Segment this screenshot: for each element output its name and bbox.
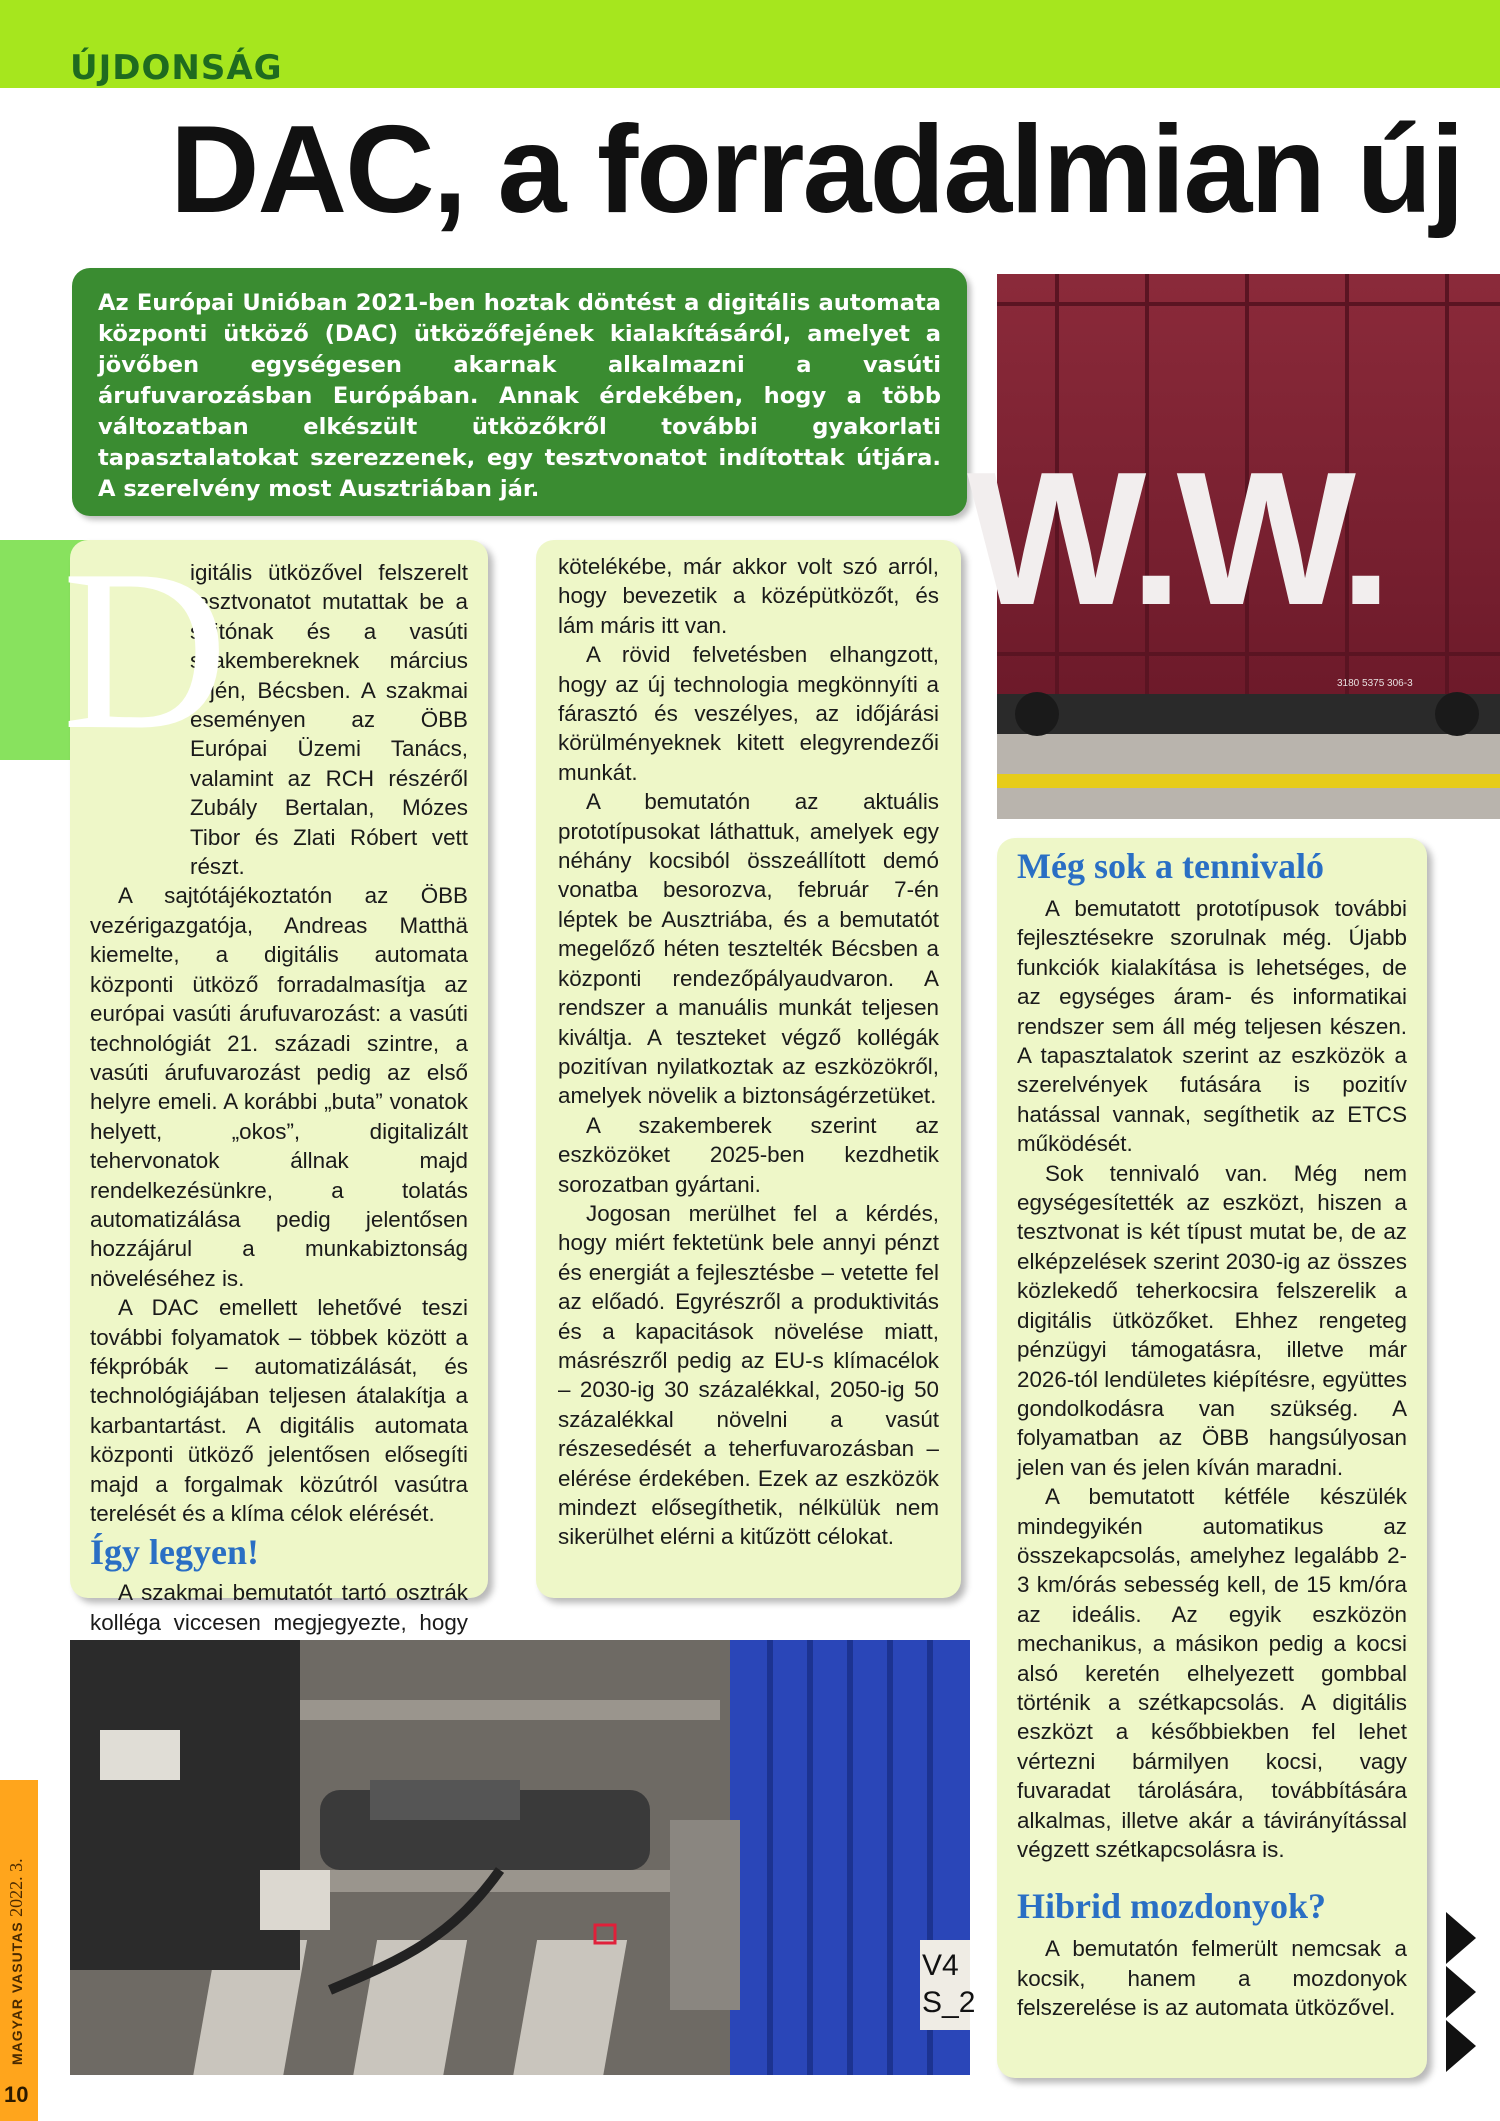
wagon-lettering: W.W. bbox=[967, 433, 1387, 645]
article-column-2 bbox=[536, 540, 961, 1598]
col1-paragraph-2: A sajtótájékoztatón az ÖBB vezérigazgatója, Andreas Matthä kiemelte, a digitális automata központi ütköző forradalmasítja az európai vasúti árufuvarozást: a vasúti technológiát 21. századi szintre, a vasúti árufuvarozást pedig az első helyre emeli. A korábbi „buta” vonatok helyett, „okos”, digitalizált tehervonatok állnak majd rendelkezésünkre, a tolatás automatizálása pedig jelentősen hozzájárul a munkabiztonság növeléséhez is. bbox=[90, 883, 468, 1291]
issue-number: 2022. 3. bbox=[6, 1858, 26, 1917]
page-number: 10 bbox=[4, 2082, 29, 2107]
col2-paragraph-3: A bemutatón az aktuális prototípusokat láthattuk, amelyek egy néhány kocsiból összeállított demó vonatba besorozva, február 7-én léptek be Ausztriába, és a bemutatót megelőző héten tesztelték Bécsben a központi rendezőpályaudvaron. A rendszer a manuális munkát teljesen kiváltja. A teszteket végző kollégák pozitívan nyilatkoztak az eszközökről, amelyek növelik a biztonságérzetüket. bbox=[558, 789, 939, 1109]
drop-cap-letter: D bbox=[62, 522, 229, 777]
subheading-hibrid-mozdonyok: Hibrid mozdonyok? bbox=[1017, 1886, 1327, 1927]
col2-paragraph-1: kötelékébe, már akkor volt szó arról, hogy bevezetik a középütközőt, és lám máris itt van. bbox=[558, 554, 939, 638]
article-column-3 bbox=[997, 838, 1427, 2078]
plate-line-1: V4 bbox=[922, 1949, 959, 1982]
col3-paragraph-2: Sok tennivaló van. Még nem egységesítették az eszközt, hiszen a tesztvonat is két típust mutat be, de az elképzelések szerint 2030-ig az összes közlekedő teherkocsira felszerelik a digitális ütközőket. Ehhez rengeteg pénzügyi támogatásra, illetve már 2026-tól lendületes kiépítésre, együttes gondolkodásra van szükség. A folyamatban az ÖBB hangsúlyosan jelen van és jelen kíván maradni. bbox=[1017, 1160, 1407, 1480]
plate-line-2: S_2 bbox=[922, 1986, 976, 2019]
continue-arrow-icon-2 bbox=[1446, 1966, 1476, 2018]
continue-arrow-icon-3 bbox=[1446, 2020, 1476, 2072]
subheading-meg-sok-a-tennivalo: Még sok a tennivaló bbox=[1017, 846, 1325, 886]
section-tag: ÚJDONSÁG bbox=[70, 48, 283, 88]
col3-paragraph-3: A bemutatott kétféle készülék mindegyikén automatikus az összekapcsolás, amelyhez legalább 2-3 km/órás sebesség kell, de 15 km/óra az ideális. Az egyik eszközön mechanikus, a másikon pedig a kocsi alsó keretén elhelyezett gombbal történik a szétkapcsolás. A digitális eszközt a későbbiekben fel lehet vértezni bármilyen kocsi, vagy fuvaradat tárolására, továbbítására alkalmas, illetve akár a távirányítással végzett szétkapcsolásra is. bbox=[1017, 1484, 1407, 1862]
subheading-igy-legyen: Így legyen! bbox=[90, 1532, 259, 1573]
magazine-issue-label bbox=[6, 1765, 32, 2065]
lead-paragraph: Az Európai Unióban 2021-ben hoztak döntést a digitális automata központi ütköző (DAC) ütközőfejének kialakításáról, amelyet a jövőben egységesen akarnak alkalmazni a vasúti árufuvarozásban Európában. Annak érdekében, hogy a több változatban elkészült ütközőkről további gyakorlati tapasztalatokat szerezzenek, egy tesztvonatot indítottak útjára. A szerelvény most Ausztriában jár. bbox=[72, 268, 967, 516]
col3-paragraph-1: A bemutatott prototípusok további fejlesztésekre szorulnak még. Újabb funkciók kialakítása is lehetséges, de az egységes áram- és informatikai rendszer sem áll még teljesen készen. A tapasztalatok szerint az eszközök a szerelvények futására is pozitív hatással vannak, segíthetik az ETCS működését. bbox=[1017, 896, 1407, 1157]
wagon-number: 3180 5375 306-3 bbox=[1337, 678, 1413, 689]
continue-arrow-icon-1 bbox=[1446, 1912, 1476, 1964]
col2-paragraph-2: A rövid felvetésben elhangzott, hogy az új technologia megkönnyíti a fárasztó és veszélyes, az időjárási körülményeknek kitett elegyrendezői munkát. bbox=[558, 642, 939, 785]
photo-dac-coupler bbox=[70, 1640, 976, 2075]
col2-paragraph-5: Jogosan merülhet fel a kérdés, hogy miért fektetünk bele annyi pénzt és energiát a fejlesztésbe – vetette fel az előadó. Egyrészről a produktivitás és a kapacitások növelése miatt, másrészről pedig az EU-s klímacélok – 2030-ig 30 százalékkal, 2050-ig 50 százalékkal növelni a vasút részesedését a teherfuvarozásban – elérése érdekében. Ezek az eszközök mindezt elősegíthetik, nélkülük nem sikerülhet elérni a kitűzött célokat. bbox=[558, 1200, 939, 1550]
col3-paragraph-4: A bemutatón felmerült nemcsak a kocsik, hanem a mozdonyok felszerelése is az automata ütközővel. bbox=[1017, 1936, 1407, 2021]
col1-paragraph-4: A szakmai bemutatót tartó osztrák kolléga viccesen megjegyezte, hogy bbox=[90, 1580, 468, 1635]
col1-paragraph-3: A DAC emellett lehetővé teszi további folyamatok – többek között a fékpróbák – automatizálását, és technológiájában teljesen átalakítja a karbantartást. A digitális automata központi ütköző jelentősen elősegíti majd a forgalmak közútról vasútra terelését és a klíma célok elérését. bbox=[90, 1295, 468, 1526]
photo-freight-wagon bbox=[967, 274, 1500, 819]
page-title: DAC, a forradalmian új bbox=[170, 101, 1463, 239]
magazine-name: MAGYAR VASUTAS bbox=[9, 1921, 25, 2065]
col2-paragraph-4: A szakemberek szerint az eszközöket 2025-ben kezdhetik sorozatban gyártani. bbox=[558, 1112, 939, 1197]
col1-paragraph-1: igitális ütközővel felszerelt tesztvonatot mutattak be a sajtónak és a vasúti szakembereknek március 1-jén, Bécsben. A szakmai eseményen az ÖBB Európai Üzemi Tanács, valamint az RCH részéről Zubály Bertalan, Mózes Tibor és Zlati Róbert vett részt. bbox=[190, 560, 468, 880]
